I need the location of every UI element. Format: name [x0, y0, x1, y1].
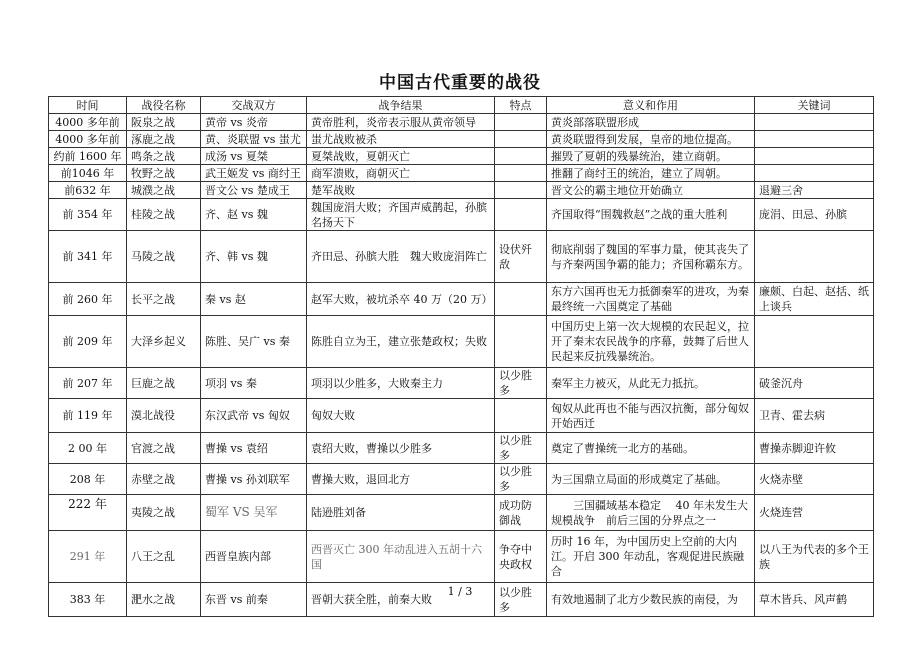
cell-feature: 以少胜多 [495, 368, 547, 399]
cell-time: 383 年 [49, 583, 127, 617]
cell-time: 4000 多年前 [49, 131, 127, 148]
cell-time: 2 00 年 [49, 433, 127, 464]
cell-parties: 黄帝 vs 炎帝 [201, 114, 307, 131]
cell-parties: 蜀军 VS 吴军 [201, 495, 307, 531]
cell-time: 291 年 [49, 531, 127, 583]
cell-feature [495, 131, 547, 148]
header-keyword: 关键词 [755, 97, 874, 114]
cell-meaning: 有效地遏制了北方少数民族的南侵，为 [547, 583, 755, 617]
table-row [49, 231, 874, 283]
cell-meaning: 齐国取得“围魏救赵”之战的重大胜利 [547, 199, 755, 231]
header-meaning: 意义和作用 [547, 97, 755, 114]
cell-parties: 东汉武帝 vs 匈奴 [201, 399, 307, 433]
cell-meaning: 黄炎联盟得到发展，皇帝的地位提高。 [547, 131, 755, 148]
battles-table [48, 96, 874, 617]
cell-name: 涿鹿之战 [127, 131, 201, 148]
cell-time: 前632 年 [49, 182, 127, 199]
cell-keyword: 火烧赤壁 [755, 464, 874, 495]
cell-feature [495, 199, 547, 231]
cell-name: 官渡之战 [127, 433, 201, 464]
cell-keyword: 破釜沉舟 [755, 368, 874, 399]
cell-result: 商军溃败，商朝灭亡 [307, 165, 495, 182]
cell-parties: 武王姬发 vs 商纣王 [201, 165, 307, 182]
table-row [49, 316, 874, 368]
cell-name: 鸣条之战 [127, 148, 201, 165]
cell-keyword: 曹操赤脚迎许攸 [755, 433, 874, 464]
cell-result: 蚩尤战败被杀 [307, 131, 495, 148]
page-title: 中国古代重要的战役 [379, 73, 541, 93]
cell-keyword [755, 165, 874, 182]
cell-time: 4000 多年前 [49, 114, 127, 131]
cell-parties: 西晋皇族内部 [201, 531, 307, 583]
cell-meaning: 中国历史上第一次大规模的农民起义，拉开了秦末农民战争的序幕，鼓舞了后世人民起来反抗残暴统治。 [547, 316, 755, 368]
cell-keyword: 退避三舍 [755, 182, 874, 199]
header-time: 时间 [49, 97, 127, 114]
cell-result: 匈奴大败 [307, 399, 495, 433]
cell-result: 晋朝大获全胜，前秦大败 [307, 583, 495, 617]
cell-time: 前 119 年 [49, 399, 127, 433]
cell-result: 夏桀战败，夏朝灭亡 [307, 148, 495, 165]
cell-name: 桂陵之战 [127, 199, 201, 231]
cell-keyword: 卫青、霍去病 [755, 399, 874, 433]
cell-keyword: 廉颇、白起、赵括、纸上谈兵 [755, 283, 874, 316]
cell-keyword [755, 316, 874, 368]
cell-time: 208 年 [49, 464, 127, 495]
table-row [49, 182, 874, 199]
table-row [49, 165, 874, 182]
table-row [49, 464, 874, 495]
cell-feature [495, 182, 547, 199]
cell-name: 城濮之战 [127, 182, 201, 199]
cell-meaning: 黄炎部落联盟形成 [547, 114, 755, 131]
table-row [49, 495, 874, 531]
cell-parties: 曹操 vs 孙刘联军 [201, 464, 307, 495]
cell-feature: 争夺中央政权 [495, 531, 547, 583]
cell-name: 大泽乡起义 [127, 316, 201, 368]
cell-name: 赤壁之战 [127, 464, 201, 495]
cell-parties: 秦 vs 赵 [201, 283, 307, 316]
cell-parties: 成汤 vs 夏桀 [201, 148, 307, 165]
cell-meaning: 晋文公的霸主地位开始确立 [547, 182, 755, 199]
cell-time: 前 260 年 [49, 283, 127, 316]
cell-time: 约前 1600 年 [49, 148, 127, 165]
cell-keyword: 草木皆兵、风声鹤 [755, 583, 874, 617]
cell-feature [495, 165, 547, 182]
cell-parties: 黄、炎联盟 vs 蚩尤 [201, 131, 307, 148]
cell-meaning: 秦军主力被灭，从此无力抵抗。 [547, 368, 755, 399]
table-row [49, 283, 874, 316]
cell-meaning: 东方六国再也无力抵御秦军的进攻，为秦最终统一六国奠定了基础 [547, 283, 755, 316]
header-parties: 交战双方 [201, 97, 307, 114]
cell-name: 阪泉之战 [127, 114, 201, 131]
table-row [49, 399, 874, 433]
cell-feature: 以少胜多 [495, 583, 547, 617]
cell-name: 牧野之战 [127, 165, 201, 182]
cell-feature [495, 148, 547, 165]
cell-parties: 曹操 vs 袁绍 [201, 433, 307, 464]
cell-keyword: 以八王为代表的多个王族 [755, 531, 874, 583]
cell-feature: 成功防御战 [495, 495, 547, 531]
cell-keyword [755, 131, 874, 148]
cell-result: 魏国庞涓大败；齐国声威鹊起，孙膑名扬天下 [307, 199, 495, 231]
cell-meaning: 奠定了曹操统一北方的基础。 [547, 433, 755, 464]
cell-keyword [755, 148, 874, 165]
cell-feature: 以少胜多 [495, 433, 547, 464]
table-row [49, 531, 874, 583]
cell-name: 马陵之战 [127, 231, 201, 283]
cell-time: 前 209 年 [49, 316, 127, 368]
table-row [49, 131, 874, 148]
header-result: 战争结果 [307, 97, 495, 114]
cell-parties: 齐、韩 vs 魏 [201, 231, 307, 283]
cell-time: 前1046 年 [49, 165, 127, 182]
cell-result: 曹操大败，退回北方 [307, 464, 495, 495]
cell-result: 赵军大败，被坑杀卒 40 万（20 万） [307, 283, 495, 316]
cell-result: 陈胜自立为王，建立张楚政权；失败 [307, 316, 495, 368]
cell-time: 222 年 [49, 495, 127, 531]
cell-result: 项羽以少胜多，大败秦主力 [307, 368, 495, 399]
header-name: 战役名称 [127, 97, 201, 114]
cell-parties: 项羽 vs 秦 [201, 368, 307, 399]
header-feature: 特点 [495, 97, 547, 114]
cell-keyword: 火烧连营 [755, 495, 874, 531]
cell-name: 夷陵之战 [127, 495, 201, 531]
cell-result: 袁绍大败，曹操以少胜多 [307, 433, 495, 464]
cell-feature [495, 399, 547, 433]
cell-time: 前 341 年 [49, 231, 127, 283]
header-row [49, 97, 874, 114]
cell-parties: 齐、赵 vs 魏 [201, 199, 307, 231]
cell-keyword: 庞涓、田忌、孙膑 [755, 199, 874, 231]
table-row [49, 148, 874, 165]
cell-parties: 东晋 vs 前秦 [201, 583, 307, 617]
cell-result: 陆逊胜刘备 [307, 495, 495, 531]
cell-name: 八王之乱 [127, 531, 201, 583]
cell-name: 长平之战 [127, 283, 201, 316]
cell-parties: 陈胜、吴广 vs 秦 [201, 316, 307, 368]
cell-time: 前 207 年 [49, 368, 127, 399]
cell-feature: 设伏歼敌 [495, 231, 547, 283]
cell-result: 齐田忌、孙膑大胜 魏大败庞涓阵亡 [307, 231, 495, 283]
cell-keyword [755, 114, 874, 131]
page-number: 1 / 3 [447, 585, 473, 598]
cell-meaning: 彻底削弱了魏国的军事力量，使其丧失了与齐秦两国争霸的能力；齐国称霸东方。 [547, 231, 755, 283]
cell-feature [495, 283, 547, 316]
cell-result: 西晋灭亡 300 年动乱进入五胡十六国 [307, 531, 495, 583]
cell-result: 黄帝胜利，炎帝表示服从黄帝领导 [307, 114, 495, 131]
cell-name: 淝水之战 [127, 583, 201, 617]
table-row [49, 199, 874, 231]
cell-meaning: 历时 16 年，为中国历史上空前的大内江。开启 300 年动乱，客观促进民族融合 [547, 531, 755, 583]
cell-name: 漠北战役 [127, 399, 201, 433]
cell-meaning: 摧毁了夏朝的残暴统治，建立商朝。 [547, 148, 755, 165]
table-row [49, 114, 874, 131]
table-row [49, 433, 874, 464]
cell-meaning: 匈奴从此再也不能与西汉抗衡，部分匈奴开始西迁 [547, 399, 755, 433]
cell-result: 楚军战败 [307, 182, 495, 199]
cell-keyword [755, 231, 874, 283]
cell-time: 前 354 年 [49, 199, 127, 231]
cell-name: 巨鹿之战 [127, 368, 201, 399]
cell-parties: 晋文公 vs 楚成王 [201, 182, 307, 199]
cell-feature: 以少胜多 [495, 464, 547, 495]
cell-feature [495, 316, 547, 368]
cell-meaning: 三国疆域基本稳定 40 年未发生大规模战争 前后三国的分界点之一 [547, 495, 755, 531]
cell-meaning: 推翻了商纣王的统治，建立了周朝。 [547, 165, 755, 182]
cell-meaning: 为三国鼎立局面的形成奠定了基础。 [547, 464, 755, 495]
table-row [49, 368, 874, 399]
cell-feature [495, 114, 547, 131]
